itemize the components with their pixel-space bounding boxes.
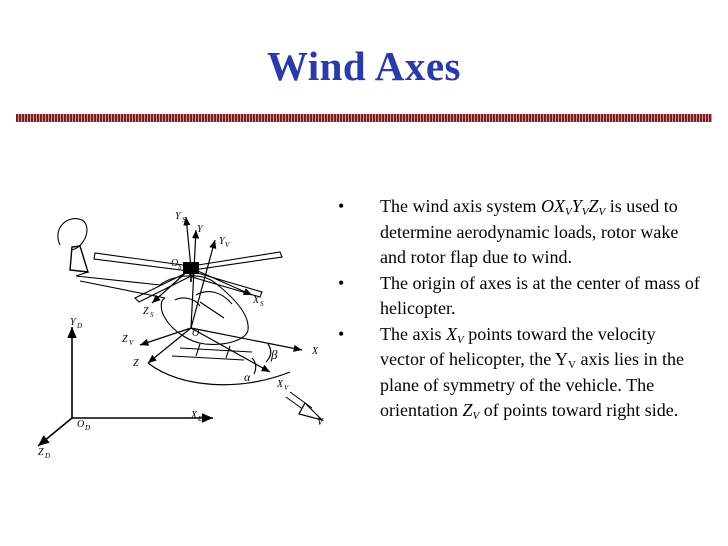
alpha-arc <box>252 358 256 374</box>
label-y: Y <box>197 224 203 235</box>
bullet-wind-axis-system: • The wind axis system $OX_VY_VZ_V$ is used to determine aerodynamic loads, rotor wake and rotor flap due to wind. <box>338 196 679 267</box>
label-yv-sub: V <box>225 241 230 249</box>
label-od-sub: D <box>85 424 91 432</box>
label-yd: Y <box>70 317 76 328</box>
label-zv: Z <box>122 334 128 345</box>
bullet-marker: • <box>338 196 345 216</box>
label-o: O <box>192 328 200 339</box>
bullet-origin-of-axes: • The origin of axes is at the center of mass of helicopter. <box>338 272 700 318</box>
label-yv: Y <box>219 236 225 247</box>
body-axes <box>140 217 322 420</box>
zd-axis-line <box>38 418 72 446</box>
tail-boom <box>76 272 165 298</box>
z-axis-line <box>148 328 191 363</box>
label-xd: X <box>191 410 198 421</box>
label-zs-sub: S <box>150 311 154 319</box>
label-zd-sub: D <box>45 452 51 460</box>
x-axis-line <box>191 328 302 350</box>
bullet-marker: • <box>338 272 345 293</box>
label-x: X <box>312 346 319 357</box>
bullet-marker: • <box>338 323 345 344</box>
xv-axis-line <box>191 328 270 372</box>
ys-axis-line <box>186 217 191 268</box>
label-ys: Y <box>175 211 181 222</box>
label-xs: X <box>253 295 260 306</box>
label-xs-sub: S <box>260 300 264 308</box>
velocity-arrow <box>286 392 322 420</box>
label-xv-sub: V <box>284 384 289 392</box>
landing-skids <box>172 344 252 360</box>
label-z: Z <box>133 358 139 369</box>
label-alpha: α <box>244 370 251 384</box>
label-v: V <box>317 417 324 428</box>
label-zv-sub: V <box>129 339 134 347</box>
label-ys-sub: S <box>182 216 186 224</box>
label-zd: Z <box>38 447 44 458</box>
label-xd-sub: D <box>198 415 204 423</box>
bullet-list <box>338 194 703 424</box>
tail-rotor <box>58 219 87 250</box>
title-divider <box>16 114 712 122</box>
helicopter-wind-axes-diagram <box>0 150 340 470</box>
reference-arc <box>148 363 290 385</box>
bullet-axis-xv: • The axis $X_V$ points toward the velocity vector of helicopter, the $Y_V$ axis lies in the plane of symmetry of the vehicle. The orientation $Z_V$ of points toward right side. <box>338 323 684 422</box>
slide-title: Wind Axes <box>266 43 461 89</box>
label-os-sub: S <box>178 263 182 271</box>
label-beta: β <box>271 347 278 362</box>
label-yd-sub: D <box>77 322 83 330</box>
label-od: O <box>77 419 85 430</box>
xs-axis-line <box>191 268 252 295</box>
label-xv: X <box>277 379 284 390</box>
label-zs: Z <box>143 306 149 317</box>
label-os: O <box>171 258 179 269</box>
